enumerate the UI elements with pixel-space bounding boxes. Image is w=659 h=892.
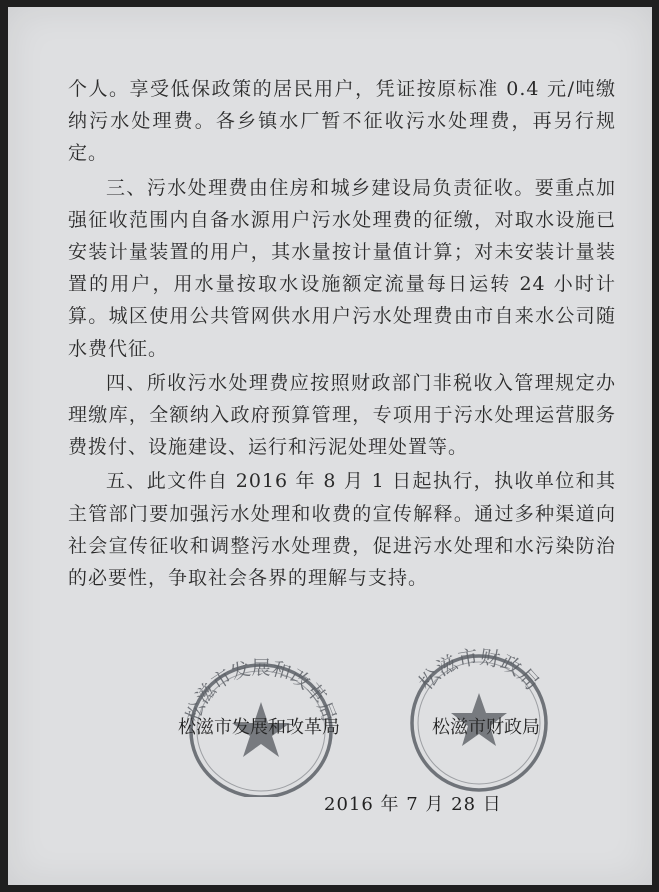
signature-right: 松滋市财政局 xyxy=(432,717,540,738)
left-seal-text: 松滋市发展和改革局 xyxy=(181,657,341,725)
right-seal-text: 松滋市财政局 xyxy=(413,644,545,695)
document-body xyxy=(68,73,616,596)
paragraph-1: 个人。享受低保政策的居民用户，凭证按原标准 0.4 元/吨缴纳污水处理费。各乡镇水厂暂不征收污水处理费，再另行规定。 xyxy=(68,78,616,165)
signature-left: 松滋市发展和改革局 xyxy=(178,717,340,738)
paragraph-4: 五、此文件自 2016 年 8 月 1 日起执行，执收单位和其主管部门要加强污水处理和收费的宣传解释。通过多种渠道向社会宣传征收和调整污水处理费，促进污水处理和水污染防治的必要性，争取社会各界的理解与支持。 xyxy=(68,470,616,590)
paragraph-2: 三、污水处理费由住房和城乡建设局负责征收。要重点加强征收范围内自备水源用户污水处理费的征缴，对取水设施已安装计量装置的用户，其水量按计量值计算；对未安装计量装置的用户，用水量按取水设施额定流量每日运转 24 小时计算。城区使用公共管网供水用户污水处理费由市自来水公司随水费代征。 xyxy=(68,176,616,360)
document-date: 2016 年 7 月 28 日 xyxy=(324,794,502,815)
svg-text:松滋市财政局 xyxy=(414,645,545,695)
document-page xyxy=(8,7,652,885)
paragraph-3: 四、所收污水处理费应按照财政部门非税收入管理规定办理缴库，全额纳入政府预算管理，专项用于污水处理运营服务费拨付、设施建设、运行和污泥处理处置等。 xyxy=(68,371,616,459)
